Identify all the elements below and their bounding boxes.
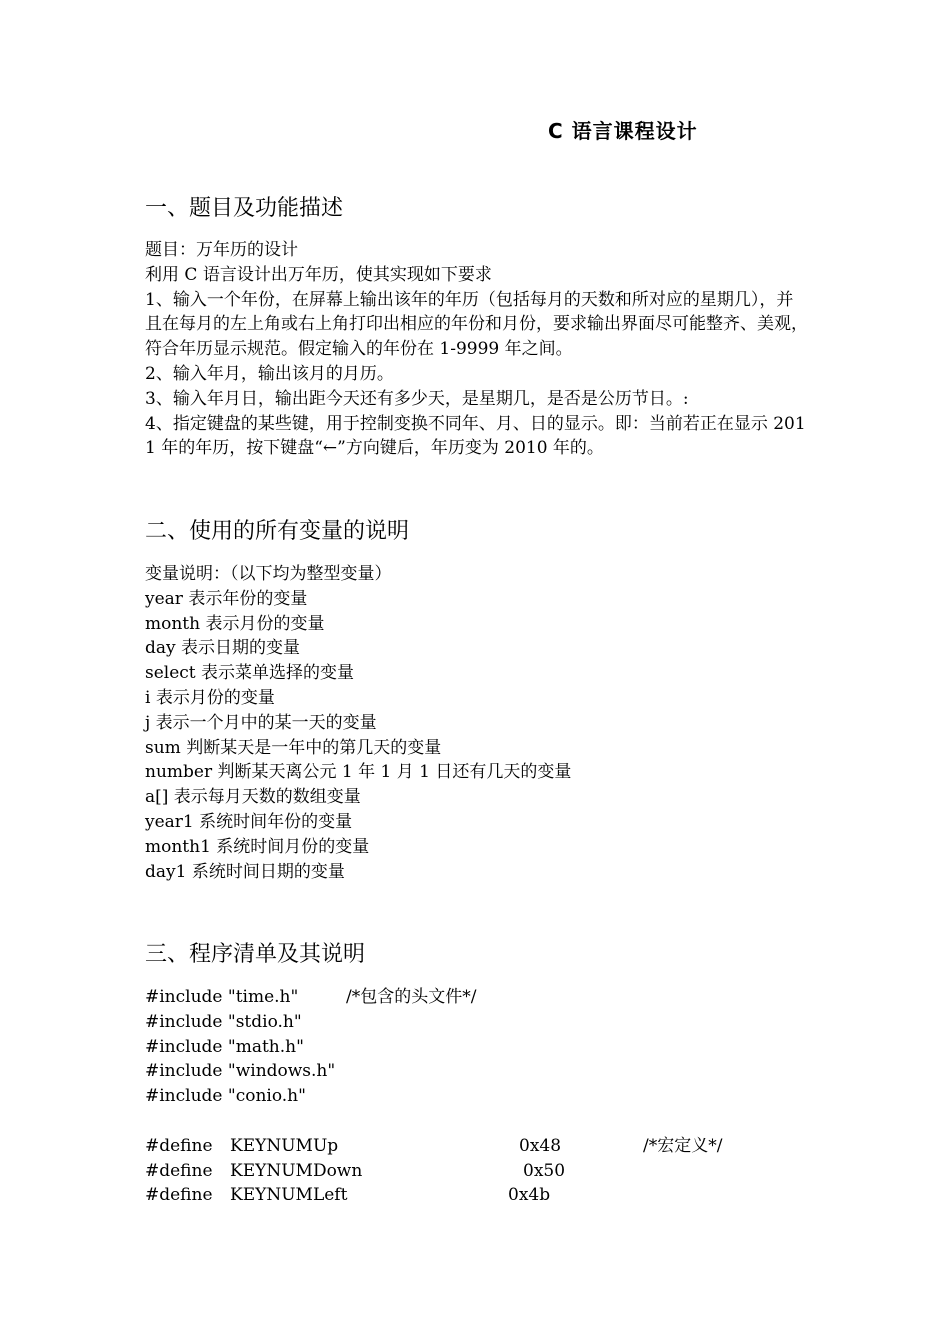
- section-1-body: [145, 238, 810, 461]
- variable-item: sum 判断某天是一年中的第几天的变量: [145, 737, 442, 758]
- requirement-4: 4、指定键盘的某些键，用于控制变换不同年、月、日的显示。即：当前若正在显示 2011 年的年历，按下键盘“←”方向键后，年历变为 2010 年的。: [145, 413, 806, 459]
- section-heading-1: 一、题目及功能描述: [145, 196, 344, 221]
- define-comment: /*宏定义*/: [643, 1135, 723, 1156]
- variable-item: j 表示一个月中的某一天的变量: [145, 712, 377, 733]
- page-title: C 语言课程设计: [548, 119, 698, 143]
- define-keyword: #define: [145, 1185, 213, 1206]
- variable-item: month1 系统时间月份的变量: [145, 836, 370, 857]
- variables-intro: 变量说明：（以下均为整型变量）: [145, 564, 392, 584]
- include-directive: #include "time.h": [145, 987, 299, 1007]
- define-line: [145, 1159, 845, 1184]
- include-directive: #include "conio.h": [145, 1086, 306, 1107]
- variable-item: i 表示月份的变量: [145, 687, 275, 708]
- include-line: [145, 1035, 845, 1060]
- define-name: KEYNUMDown: [230, 1160, 363, 1181]
- define-line: [145, 1183, 845, 1208]
- topic-line: 题目：万年历的设计: [145, 240, 298, 260]
- include-directive: #include "windows.h": [145, 1061, 336, 1082]
- define-keyword: #define: [145, 1160, 213, 1181]
- variable-item: a[] 表示每月天数的数组变量: [145, 787, 361, 808]
- variable-item: year 表示年份的变量: [145, 588, 308, 609]
- requirement-1: 1、输入一个年份，在屏幕上输出该年的年历（包括每月的天数和所对应的星期几），并且在每月的左上角或右上角打印出相应的年份和月份，要求输出界面尽可能整齐、美观，符合年历显示规范。假定输入的年份在 1-9999 年之间。: [145, 289, 808, 360]
- variable-item: year1 系统时间年份的变量: [145, 811, 353, 832]
- define-keyword: #define: [145, 1135, 213, 1156]
- variable-item: number 判断某天离公元 1 年 1 月 1 日还有几天的变量: [145, 762, 572, 783]
- include-line: [145, 985, 845, 1010]
- variable-item: day 表示日期的变量: [145, 638, 301, 659]
- requirement-3: 3、输入年月日，输出距今天还有多少天，是星期几，是否是公历节日。:: [145, 388, 689, 409]
- variable-item: month 表示月份的变量: [145, 613, 325, 634]
- include-directive: #include "stdio.h": [145, 1011, 302, 1032]
- define-value: 0x48: [519, 1135, 562, 1156]
- define-name: KEYNUMLeft: [230, 1185, 348, 1206]
- section-2-body: [145, 562, 571, 884]
- variable-item: select 表示菜单选择的变量: [145, 663, 355, 684]
- define-line: [145, 1134, 845, 1159]
- requirement-2: 2、输入年月，输出该月的月历。: [145, 363, 394, 384]
- intro-line: 利用 C 语言设计出万年历，使其实现如下要求: [145, 264, 492, 285]
- include-line: [145, 1010, 845, 1035]
- section-heading-2: 二、使用的所有变量的说明: [145, 519, 410, 544]
- define-value: 0x4b: [508, 1185, 551, 1206]
- section-heading-3: 三、程序清单及其说明: [145, 942, 366, 967]
- variable-item: day1 系统时间日期的变量: [145, 861, 345, 882]
- define-value: 0x50: [523, 1160, 566, 1181]
- blank-line: [145, 1109, 845, 1134]
- code-listing: [145, 985, 845, 1208]
- include-line: [145, 1084, 845, 1109]
- define-name: KEYNUMUp: [230, 1135, 339, 1156]
- include-comment: /*包含的头文件*/: [346, 987, 477, 1007]
- include-directive: #include "math.h": [145, 1036, 304, 1057]
- include-line: [145, 1059, 845, 1084]
